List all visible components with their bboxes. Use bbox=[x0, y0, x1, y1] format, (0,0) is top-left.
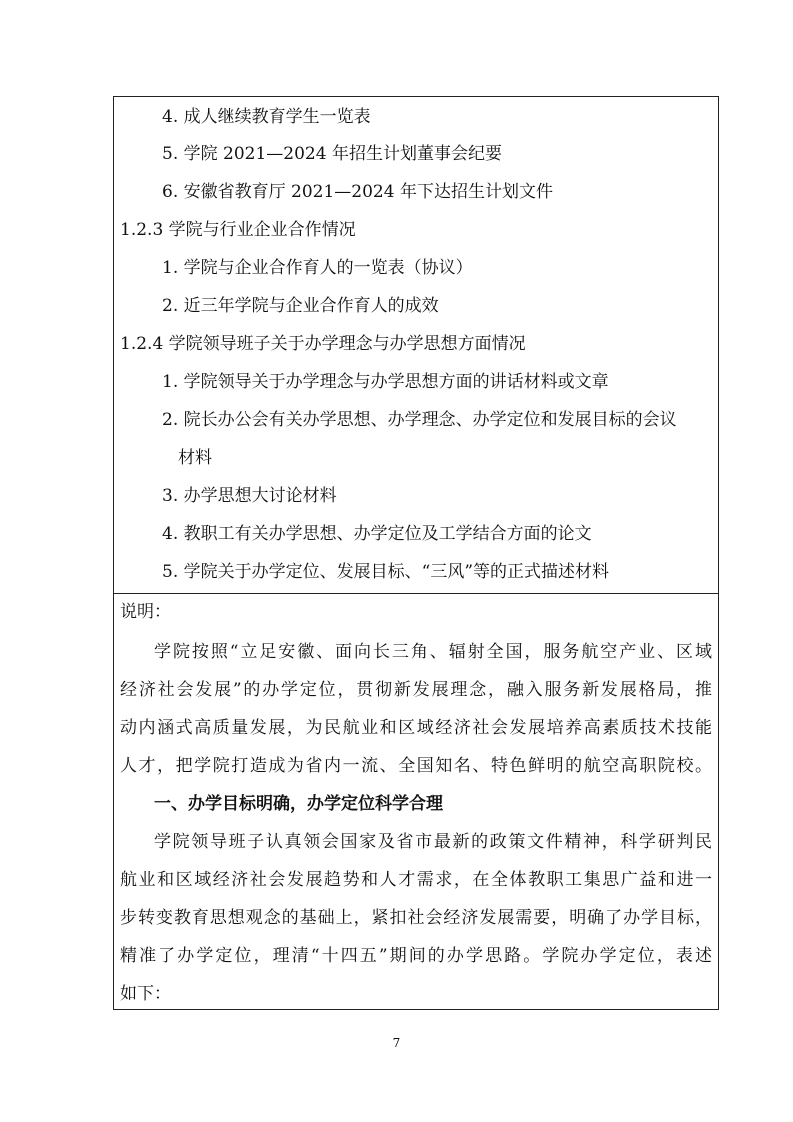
page-number: 7 bbox=[392, 1036, 401, 1050]
notes-label: 说明： bbox=[120, 602, 171, 622]
paragraph-line: 经济社会发展”的办学定位，贯彻新发展理念，融入服务新发展格局，推 bbox=[120, 680, 712, 700]
paragraph-line: 学院按照“立足安徽、面向长三角、辐射全国，服务航空产业、区域 bbox=[154, 642, 712, 662]
section-heading: 1.2.3 学院与行业企业合作情况 bbox=[120, 220, 356, 240]
paragraph-line: 如下： bbox=[120, 984, 171, 1004]
list-item: 3. 办学思想大讨论材料 bbox=[162, 486, 337, 506]
list-item: 4. 教职工有关办学思想、办学定位及工学结合方面的论文 bbox=[162, 524, 592, 544]
list-item: 2. 近三年学院与企业合作育人的成效 bbox=[162, 296, 439, 316]
list-item: 1. 学院与企业合作育人的一览表（协议） bbox=[162, 258, 473, 278]
list-item: 6. 安徽省教育厅 2021—2024 年下达招生计划文件 bbox=[162, 182, 553, 202]
table-divider bbox=[114, 593, 718, 594]
list-item-continuation: 材料 bbox=[178, 448, 212, 468]
list-item: 5. 学院 2021—2024 年招生计划董事会纪要 bbox=[162, 144, 502, 164]
list-item: 5. 学院关于办学定位、发展目标、“三风”等的正式描述材料 bbox=[162, 562, 610, 582]
document-table bbox=[113, 96, 719, 1010]
list-item: 1. 学院领导关于办学理念与办学思想方面的讲话材料或文章 bbox=[162, 372, 609, 392]
paragraph-line: 动内涵式高质量发展，为民航业和区域经济社会发展培养高素质技术技能 bbox=[120, 718, 712, 738]
paragraph-line: 人才，把学院打造成为省内一流、全国知名、特色鲜明的航空高职院校。 bbox=[120, 756, 712, 776]
list-item: 4. 成人继续教育学生一览表 bbox=[162, 107, 371, 127]
paragraph-line: 精准了办学定位，理清“十四五”期间的办学思路。学院办学定位，表述 bbox=[120, 946, 712, 966]
section-title: 一、办学目标明确，办学定位科学合理 bbox=[154, 794, 443, 814]
section-heading: 1.2.4 学院领导班子关于办学理念与办学思想方面情况 bbox=[120, 334, 526, 354]
paragraph-line: 学院领导班子认真领会国家及省市最新的政策文件精神，科学研判民 bbox=[154, 832, 712, 852]
paragraph-line: 步转变教育思想观念的基础上，紧扣社会经济发展需要，明确了办学目标， bbox=[120, 908, 712, 928]
list-item: 2. 院长办公会有关办学思想、办学理念、办学定位和发展目标的会议 bbox=[162, 410, 677, 430]
paragraph-line: 航业和区域经济社会发展趋势和人才需求，在全体教职工集思广益和进一 bbox=[120, 870, 712, 890]
